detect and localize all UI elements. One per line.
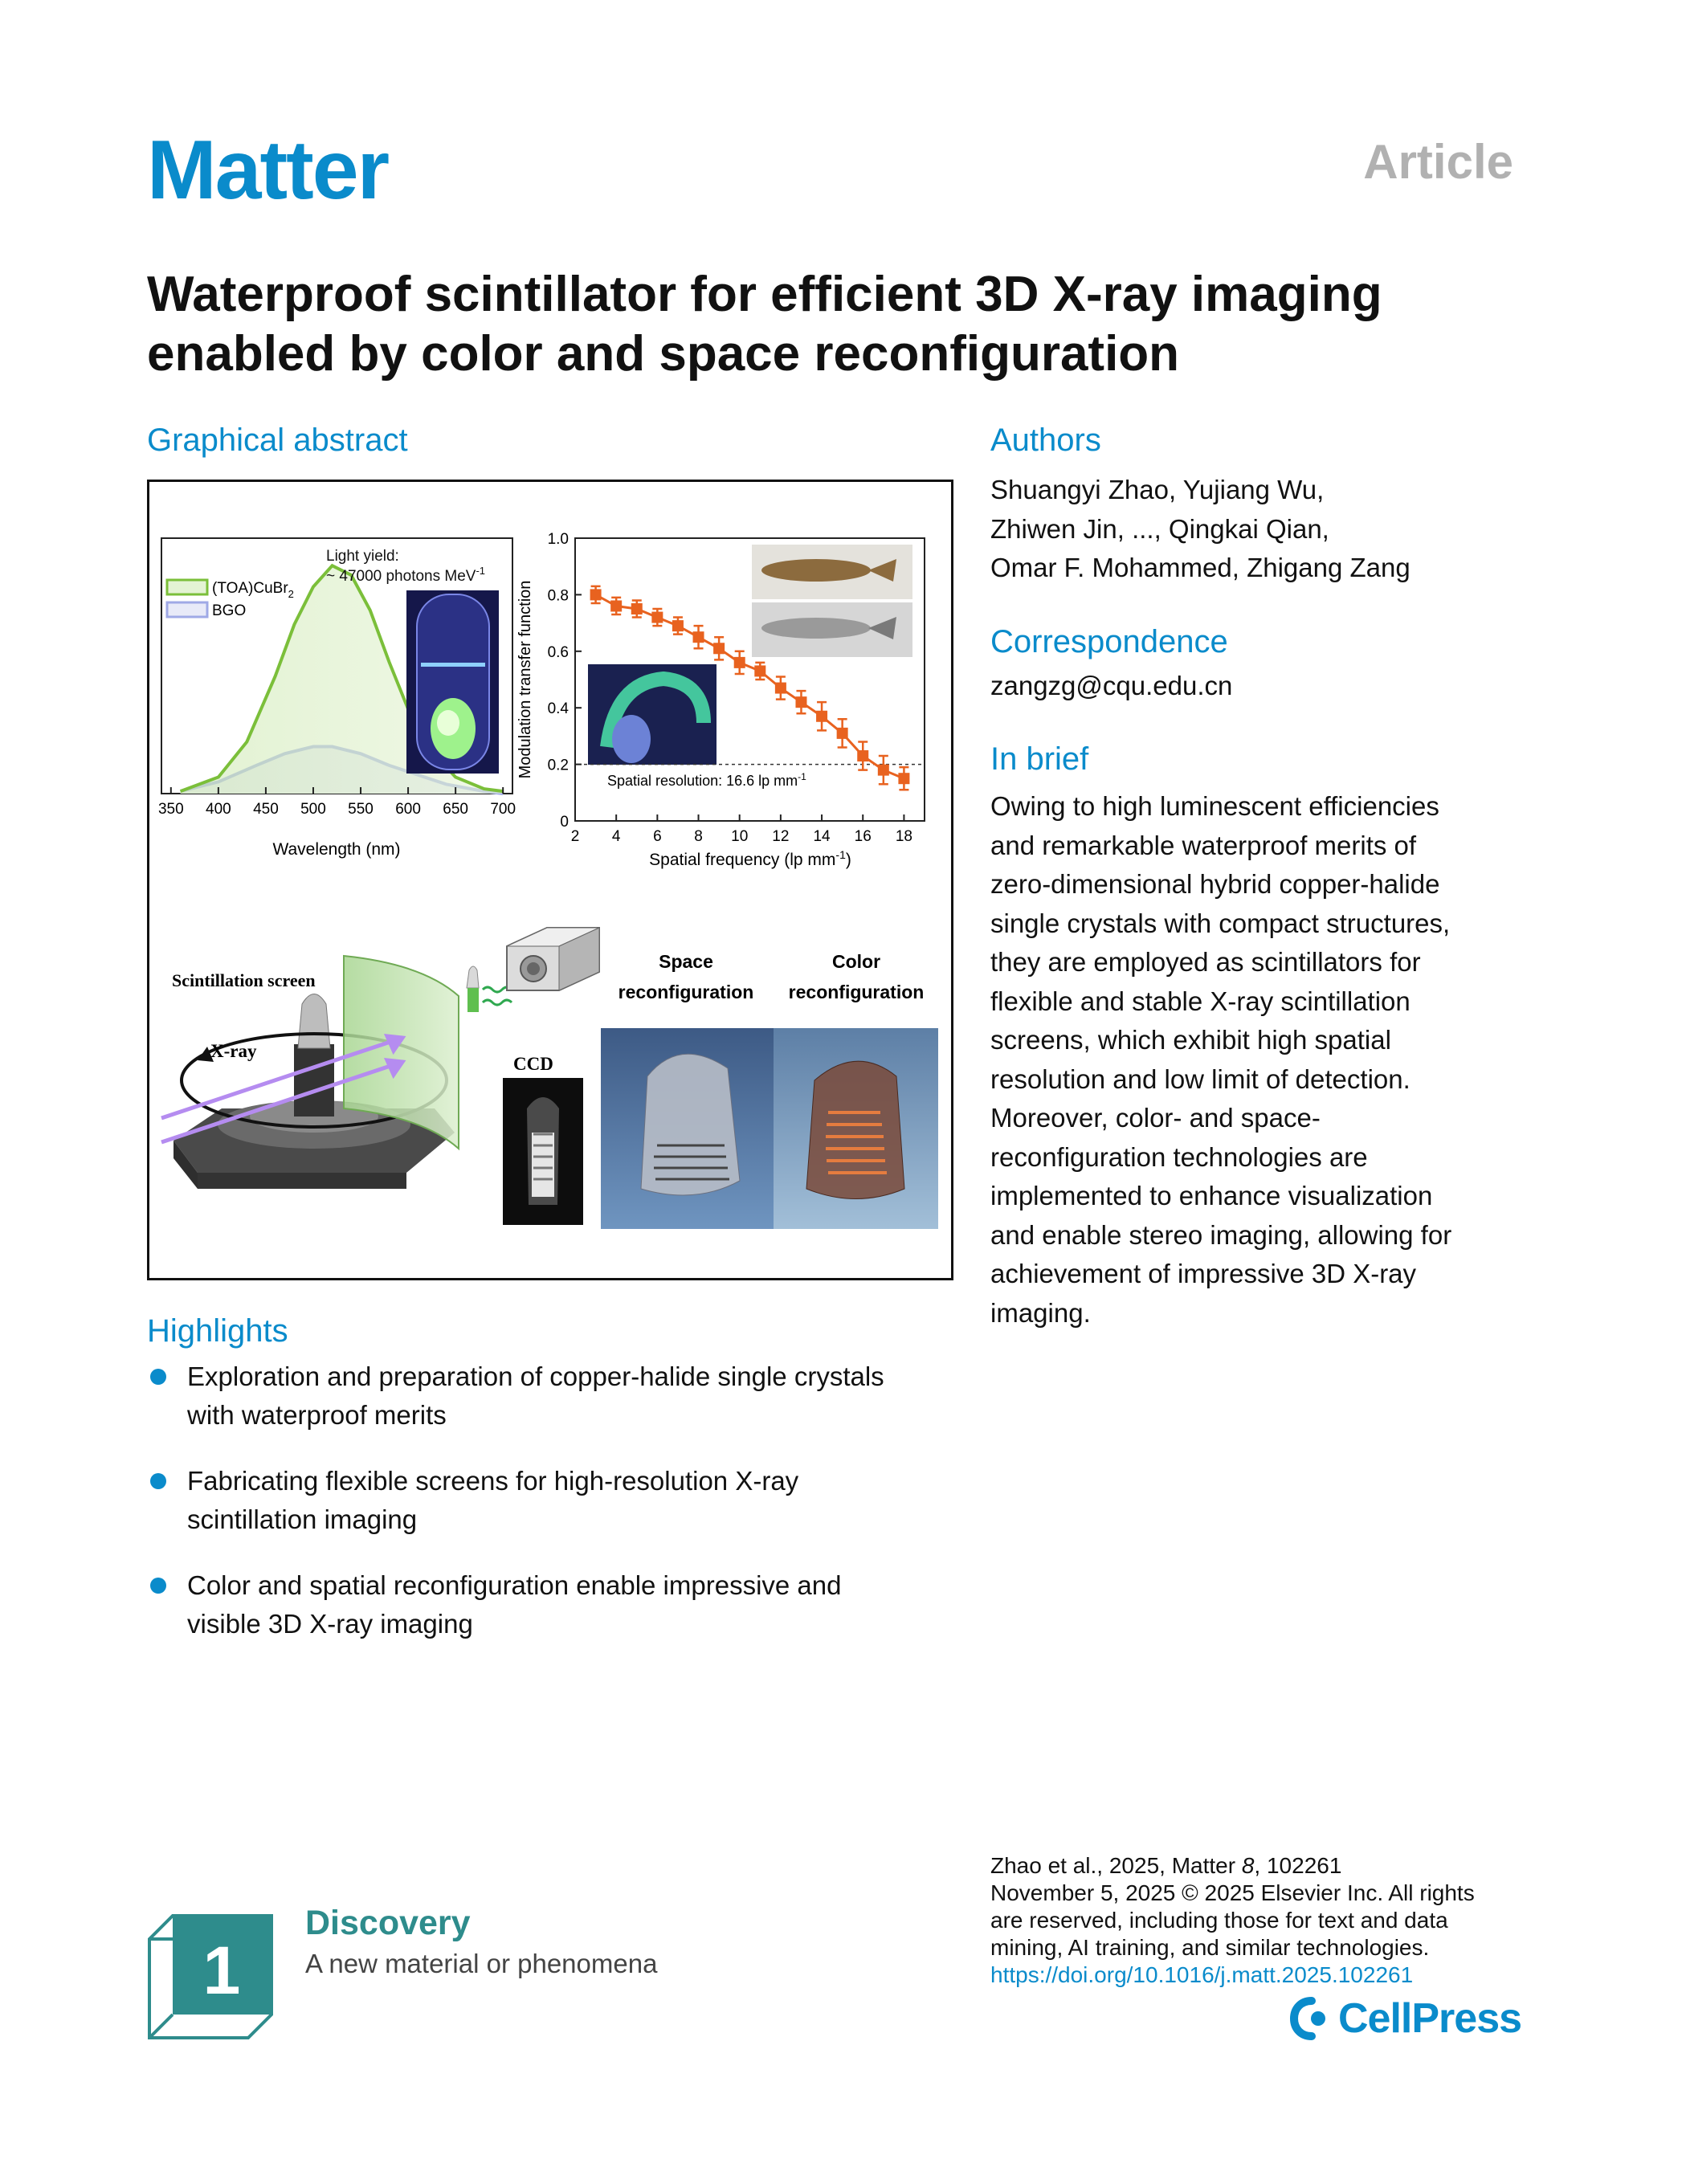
discovery-level-number: 1: [202, 1933, 241, 2008]
correspondence-email[interactable]: zangzg@cqu.edu.cn: [990, 671, 1233, 700]
mtf-data-point: [693, 631, 704, 643]
mtf-x-tick-label: 16: [854, 828, 872, 845]
mtf-y-tick-label: 0.2: [547, 757, 569, 774]
discovery-subtitle: A new material or phenomena: [305, 1949, 658, 1978]
mtf-x-tick-label: 18: [895, 828, 912, 845]
space-reconfiguration-label-1: Space: [659, 951, 713, 972]
mtf-data-point: [898, 773, 909, 784]
legend-swatch-toa: [167, 580, 207, 594]
mtf-x-tick-label: 2: [570, 828, 580, 845]
mtf-data-point: [590, 589, 602, 600]
authors-heading: Authors: [990, 423, 1101, 458]
mtf-x-axis-label: Spatial frequency (lp $mm^{-1}$): [649, 848, 851, 869]
in-brief-heading: In brief: [990, 741, 1089, 777]
mtf-y-tick-label: 0.8: [547, 587, 569, 605]
bullet-icon: [150, 1473, 166, 1489]
mtf-data-point: [775, 683, 786, 694]
in-brief-text: [990, 787, 1537, 1333]
xray-projection-image: [503, 1078, 583, 1225]
authors-line[interactable]: Zhiwen Jin, ..., Qingkai Qian,: [990, 513, 1329, 544]
mtf-x-tick-label: 4: [611, 828, 621, 845]
highlight-line: visible 3D X-ray imaging: [187, 1609, 473, 1639]
discovery-cube-icon: [147, 1913, 276, 2046]
mtf-x-tick-label: 8: [694, 828, 703, 845]
mtf-data-point: [713, 643, 725, 654]
flexible-screen-photo: [588, 664, 716, 765]
correspondence-heading: Correspondence: [990, 624, 1228, 659]
in-brief-line: screens, which exhibit high spatial: [990, 1025, 1391, 1055]
mtf-chart: [516, 531, 925, 869]
mtf-data-point: [857, 750, 868, 761]
discovery-title: Discovery: [305, 1904, 471, 1942]
graphical-abstract-svg: [149, 482, 951, 1278]
authors-line[interactable]: Shuangyi Zhao, Yujiang Wu,: [990, 475, 1325, 504]
in-brief-line: and enable stereo imaging, allowing for: [990, 1219, 1452, 1250]
spectrum-x-axis-label: Wavelength (nm): [272, 840, 401, 859]
in-brief-line: resolution and low limit of detection.: [990, 1063, 1411, 1094]
highlight-item: [147, 1462, 974, 1539]
citation-reference: Zhao et al., 2025, Matter 8, 102261: [990, 1853, 1342, 1878]
mtf-x-tick-label: 10: [731, 828, 749, 845]
graphical-abstract-heading: Graphical abstract: [147, 423, 408, 458]
mtf-x-tick-label: 6: [653, 828, 662, 845]
article-type: Article: [1363, 135, 1513, 189]
highlights-list: [147, 1357, 974, 1671]
mtf-data-point: [837, 728, 848, 739]
mtf-y-tick-label: 0.4: [547, 700, 569, 718]
in-brief-line: Owing to high luminescent efficiencies: [990, 791, 1439, 821]
mtf-x-tick-label: 14: [813, 828, 831, 845]
in-brief-line: zero-dimensional hybrid copper-halide: [990, 869, 1440, 899]
authors-line[interactable]: Omar F. Mohammed, Zhigang Zang: [990, 553, 1411, 582]
spectrum-x-tick-label: 600: [395, 801, 421, 818]
mtf-data-point: [754, 665, 765, 676]
mtf-data-point: [795, 696, 806, 708]
in-brief-line: and remarkable waterproof merits of: [990, 830, 1417, 860]
scintillation-screen-label: Scintillation screen: [172, 970, 316, 990]
mtf-data-point: [651, 612, 663, 623]
mtf-y-tick-label: 0: [560, 814, 569, 831]
spectrum-x-tick-label: 550: [348, 801, 374, 818]
color-reconfiguration-label-1: Color: [831, 951, 881, 972]
graphical-abstract-figure: [147, 480, 953, 1280]
spectrum-x-tick-label: 450: [253, 801, 279, 818]
ccd-camera: [507, 928, 599, 990]
mtf-data-point: [734, 657, 745, 668]
mtf-data-point: [816, 711, 827, 722]
article-title: Waterproof scintillator for efficient 3D X-ray imaging enabled by color and space reconfiguration: [147, 267, 1382, 382]
highlight-item: [147, 1566, 974, 1643]
crystal-vial-photo: [406, 590, 499, 774]
spectrum-x-tick-label: 700: [490, 801, 516, 818]
bullet-icon: [150, 1369, 166, 1385]
mtf-y-tick-label: 0.6: [547, 643, 569, 661]
legend-swatch-bgo: [167, 602, 207, 617]
citation-line: mining, AI training, and similar technologies.: [990, 1935, 1430, 1960]
in-brief-line: Moreover, color- and space-: [990, 1103, 1321, 1133]
journal-name: Matter: [147, 124, 389, 217]
imaging-setup-illustration: [161, 928, 938, 1229]
highlight-line: scintillation imaging: [187, 1504, 418, 1534]
xray-label: X-ray: [210, 1041, 257, 1061]
spectrum-chart: [158, 538, 516, 859]
bullet-icon: [150, 1578, 166, 1594]
in-brief-line: implemented to enhance visualization: [990, 1181, 1433, 1210]
cellpress-logo-icon: [1288, 1996, 1336, 2043]
highlight-line: with waterproof merits: [187, 1400, 447, 1430]
highlight-item: [147, 1357, 974, 1435]
mtf-data-point: [672, 620, 684, 631]
citation-block: [990, 1852, 1537, 1989]
space-reconfiguration-label-2: reconfiguration: [618, 982, 754, 1002]
spectrum-x-tick-label: 400: [206, 801, 231, 818]
legend-label-toa: (TOA)CuBr$_2$: [212, 580, 294, 600]
in-brief-line: achievement of impressive 3D X-ray: [990, 1259, 1417, 1288]
spectrum-x-tick-label: 650: [443, 801, 468, 818]
in-brief-line: single crystals with compact structures,: [990, 908, 1451, 938]
highlight-line: Color and spatial reconfiguration enable impressive and: [187, 1570, 842, 1600]
mtf-data-point: [631, 603, 643, 614]
publisher-logo: CellPress: [1338, 1995, 1522, 2042]
citation-line: November 5, 2025 © 2025 Elsevier Inc. All rights: [990, 1880, 1475, 1905]
color-reconfiguration-label-2: reconfiguration: [788, 982, 925, 1002]
fish-photo: [752, 545, 912, 657]
in-brief-line: imaging.: [990, 1297, 1091, 1328]
light-yield-label: Light yield:: [326, 548, 399, 565]
resolution-label: Spatial resolution: 16.6 lp $mm^{-1}$: [607, 771, 806, 789]
mtf-data-point: [878, 765, 889, 776]
light-yield-value: ~ 47000 photons MeV$^{-1}$: [326, 565, 486, 585]
legend-label-bgo: BGO: [212, 602, 247, 619]
spectrum-x-tick-label: 350: [157, 801, 184, 818]
highlight-line: Exploration and preparation of copper-halide single crystals: [187, 1361, 884, 1391]
doi-link[interactable]: https://doi.org/10.1016/j.matt.2025.102261: [990, 1962, 1414, 1987]
in-brief-line: flexible and stable X-ray scintillation: [990, 986, 1411, 1016]
spectrum-x-tick-label: 500: [300, 801, 326, 818]
mtf-x-tick-label: 12: [772, 828, 790, 845]
highlight-line: Fabricating flexible screens for high-resolution X-ray: [187, 1466, 799, 1496]
highlights-heading: Highlights: [147, 1313, 288, 1349]
in-brief-line: they are employed as scintillators for: [990, 947, 1421, 977]
ccd-label: CCD: [513, 1054, 553, 1074]
mtf-y-tick-label: 1.0: [547, 531, 569, 548]
mtf-data-point: [610, 600, 622, 611]
authors-list: [990, 471, 1411, 588]
in-brief-line: reconfiguration technologies are: [990, 1141, 1368, 1172]
mtf-y-axis-label: Modulation transfer function: [516, 580, 534, 779]
citation-line: are reserved, including those for text and data: [990, 1908, 1448, 1933]
